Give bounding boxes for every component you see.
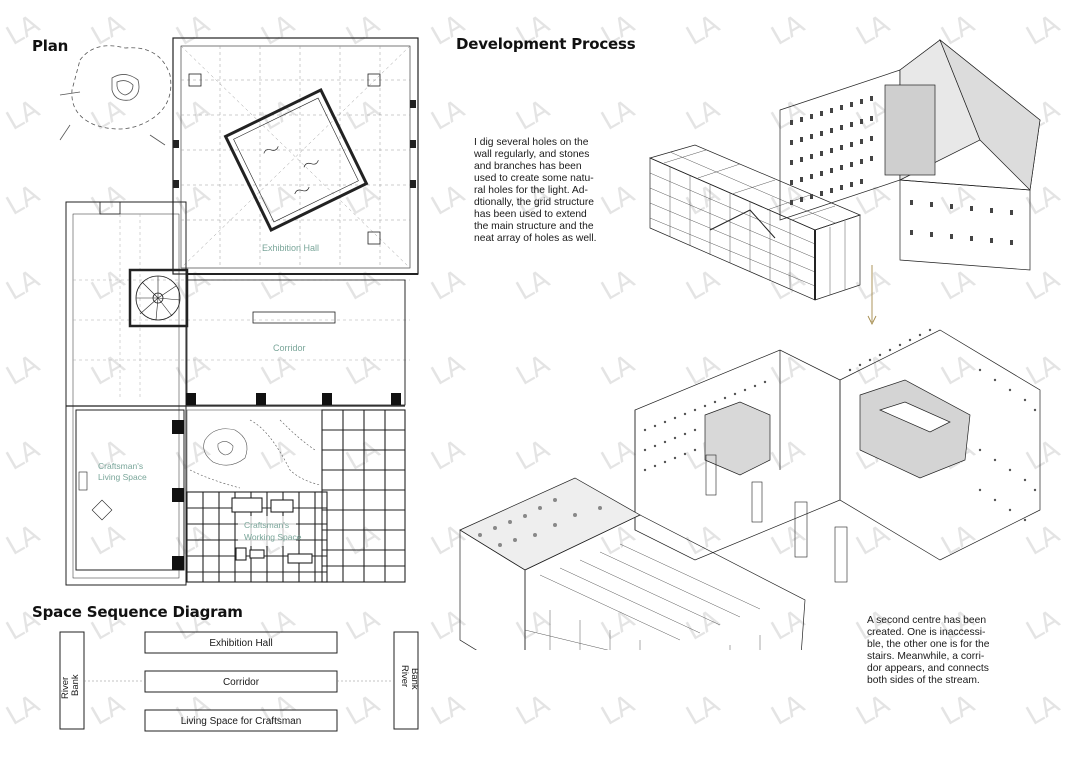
- tree-sketch: [60, 46, 171, 145]
- sequence-box-exhibition-hall: Exhibition Hall: [209, 638, 273, 649]
- outro-line-3: ble, the other one is for the: [867, 639, 990, 650]
- intro-line-2: wall regularly, and stones: [474, 149, 590, 160]
- intro-line-1: I dig several holes on the: [474, 137, 589, 148]
- sequence-box-corridor: Corridor: [222, 677, 260, 688]
- floor-plan: [0, 0, 430, 600]
- right-bank-label-line2: Bank: [409, 668, 420, 690]
- intro-line-9: neat array of holes as well.: [474, 233, 597, 244]
- intro-line-4: used to create some natu-: [474, 173, 594, 184]
- intro-line-7: has been used to extend: [474, 209, 587, 220]
- intro-line-5: ral holes for the light. Ad-: [474, 185, 588, 196]
- outro-line-4: stairs. Meanwhile, a corri-: [867, 651, 985, 662]
- final-composition-sketch: [460, 329, 1040, 650]
- working-space-grid: [187, 410, 405, 582]
- intro-line-3: and branches has been: [474, 161, 582, 172]
- space-sequence-diagram: [30, 625, 430, 755]
- plan-title: Plan: [32, 37, 69, 55]
- exhibition-hall-label: Exhibition Hall: [262, 243, 320, 253]
- outro-line-5: dor appears, and connects: [867, 663, 989, 674]
- left-bank-label-line1: River: [60, 676, 71, 699]
- left-bank-label-line2: Bank: [70, 674, 81, 696]
- outro-line-6: both sides of the stream.: [867, 675, 980, 686]
- living-space-label-line1: Craftsman's: [98, 461, 144, 471]
- sequence-box-living-space: Living Space for Craftsman: [180, 716, 302, 727]
- intro-line-8: the main structure and the: [474, 221, 594, 232]
- down-arrow: [868, 265, 876, 324]
- exhibition-hall-walls: [173, 38, 418, 274]
- development-title: Development Process: [456, 35, 636, 53]
- intro-line-6: dtionally, the grid structure: [474, 197, 594, 208]
- corridor-walls: [186, 274, 418, 405]
- isometric-sketches: [440, 30, 1080, 650]
- rock-garden: [187, 410, 322, 492]
- spiral-stair: [130, 270, 187, 326]
- corridor-label: Corridor: [273, 343, 306, 353]
- holed-building-sketch: [780, 40, 1040, 270]
- outro-line-1: A second centre has been: [867, 615, 987, 626]
- sequence-title: Space Sequence Diagram: [32, 603, 243, 621]
- grid-box-sketch: [650, 145, 860, 300]
- working-space-label-line2: Working Space: [244, 532, 302, 542]
- outro-line-2: created. One is inaccessi-: [867, 627, 986, 638]
- right-bank-label-line1: River: [399, 665, 410, 688]
- working-space-label-line1: Craftsman's: [244, 520, 290, 530]
- living-space-label-line2: Living Space: [98, 472, 147, 482]
